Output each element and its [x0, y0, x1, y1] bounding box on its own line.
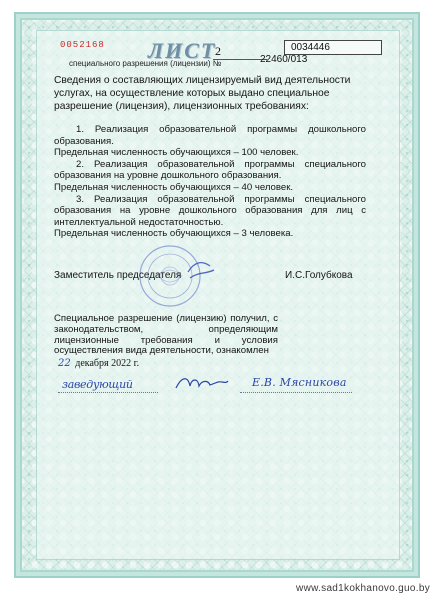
sheet-number: 2 [213, 44, 267, 60]
signatory-position: Заместитель председателя [54, 270, 182, 281]
recipient-signature [172, 372, 232, 394]
recipient-position-handwritten: заведующий [62, 378, 133, 391]
website-watermark: www.sad1kokhanovo.guo.by [296, 583, 430, 594]
service-capacity-3: Предельная численность обучающихся – 3 человека. [54, 228, 294, 240]
sheet-title: ЛИСТ [148, 38, 217, 63]
service-capacity-1: Предельная численность обучающихся – 100 человек. [54, 147, 299, 159]
service-item-1: 1. Реализация образовательной программы дошкольного образования. [54, 124, 366, 147]
signatory-name: И.С.Голубкова [285, 270, 353, 281]
license-number: 22460/013 [260, 54, 308, 65]
name-underline [240, 392, 352, 393]
service-item-2: 2. Реализация образовательной программы специального образования на уровне дошкольного образования. [54, 158, 366, 182]
form-number-box: 0034446 [284, 40, 382, 55]
date-month-year: декабря 2022 г. [75, 358, 140, 369]
recipient-name-handwritten: Е.В. Мясникова [252, 376, 347, 389]
acknowledgement-text: Специальное разрешение (лицензию) получил, с законодательством, определяющим лицензионные требования и условия осуществления вида деятельности, ознакомлен [54, 313, 278, 357]
service-item-3: 3. Реализация образовательной программы специального образования на уровне дошкольного образования для лиц с интеллектуальной недостаточностью. [54, 193, 366, 228]
acknowledgement-block [54, 314, 278, 357]
license-subtitle: специального разрешения (лицензии) № [69, 59, 222, 68]
acknowledgement-date [58, 358, 139, 369]
date-day: 22 [58, 358, 71, 369]
position-underline [58, 392, 158, 393]
service-capacity-2: Предельная численность обучающихся – 40 человек. [54, 181, 294, 193]
services-list [54, 124, 366, 240]
services-heading: Сведения о составляющих лицензируемый вид деятельности услугах, на осуществление которых выдано специальное разрешение (лицензия), лицензионных требованиях: [54, 75, 351, 112]
serial-number: 0052168 [60, 40, 105, 50]
